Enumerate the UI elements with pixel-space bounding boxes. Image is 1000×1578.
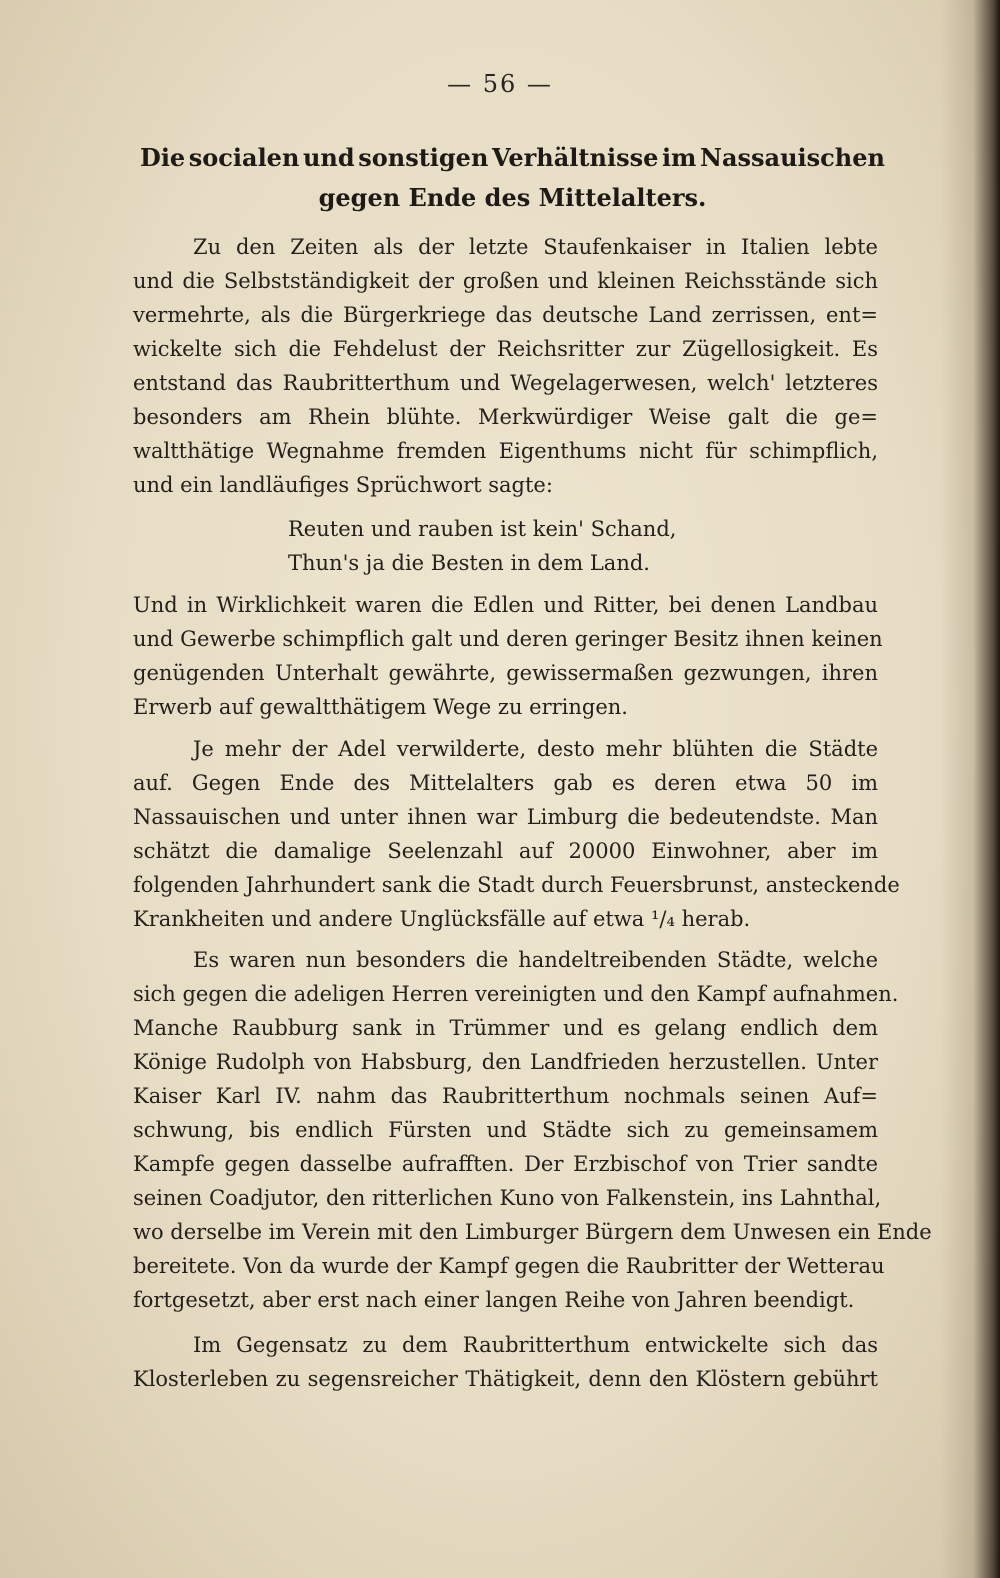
text-line: besonders am Rhein blühte. Merkwürdiger Weise galt die ge=	[133, 405, 878, 429]
text-line: seinen Coadjutor, den ritterlichen Kuno von Falkenstein, ins Lahnthal,	[133, 1186, 882, 1210]
text-line: Könige Rudolph von Habsburg, den Landfrieden herzustellen. Unter	[133, 1050, 878, 1074]
paragraph-2	[133, 732, 900, 936]
spine-shadow	[940, 0, 1000, 1578]
text-line: auf. Gegen Ende des Mittelalters gab es deren etwa 50 im	[133, 771, 878, 795]
text-line: fortgesetzt, aber erst nach einer langen Reihe von Jahren beendigt.	[133, 1288, 855, 1312]
text-line: bereitete. Von da wurde der Kampf gegen die Raubritter der Wetterau	[133, 1254, 885, 1278]
text-line: Und in Wirklichkeit waren die Edlen und Ritter, bei denen Landbau	[133, 593, 878, 617]
heading-word: Verhältnisse	[491, 143, 659, 172]
text-line: Erwerb auf gewaltthätigem Wege zu erringen.	[133, 695, 628, 719]
verse	[133, 512, 878, 580]
heading-word: socialen	[188, 143, 300, 172]
heading-word: Nassauischen	[700, 143, 885, 172]
text-line: genügenden Unterhalt gewährte, gewissermaßen gezwungen, ihren	[133, 661, 878, 685]
text-line: folgenden Jahrhundert sank die Stadt durch Feuersbrunst, ansteckende	[133, 873, 900, 897]
text-line: Klosterleben zu segensreicher Thätigkeit, denn den Klöstern gebührt	[133, 1367, 878, 1391]
paragraph-3	[133, 943, 932, 1317]
text-line: sich gegen die adeligen Herren vereinigten und den Kampf aufnahmen.	[133, 982, 899, 1006]
text-line: Im Gegensatz zu dem Raubritterthum entwickelte sich das	[193, 1333, 878, 1357]
heading-word: und	[302, 143, 355, 172]
heading-line-2: gegen Ende des Mittelalters.	[318, 183, 707, 212]
page-number: — 56 —	[447, 70, 553, 98]
text-line: waltthätige Wegnahme fremden Eigenthums nicht für schimpflich,	[133, 439, 878, 463]
text-line: Je mehr der Adel verwilderte, desto mehr blühten die Städte	[193, 737, 878, 761]
text-line: schwung, bis endlich Fürsten und Städte sich zu gemeinsamem	[133, 1118, 878, 1142]
text-line: schätzt die damalige Seelenzahl auf 20000 Einwohner, aber im	[133, 839, 878, 863]
heading-word: Die	[140, 143, 186, 172]
text-line: Krankheiten und andere Unglücksfälle auf etwa ¹/₄ herab.	[133, 907, 751, 931]
text-line: Zu den Zeiten als der letzte Staufenkaiser in Italien lebte	[193, 235, 878, 259]
heading-word: sonstigen	[358, 143, 489, 172]
text-line: Es waren nun besonders die handeltreibenden Städte, welche	[193, 948, 878, 972]
text-line: Manche Raubburg sank in Trümmer und es gelang endlich dem	[133, 1016, 878, 1040]
text-line: und Gewerbe schimpflich galt und deren geringer Besitz ihnen keinen	[133, 627, 883, 651]
heading-word: im	[661, 143, 697, 172]
chapter-heading	[140, 138, 885, 218]
paragraph-1	[133, 230, 878, 502]
paragraph-1-continued	[133, 588, 883, 724]
text-line: Kaiser Karl IV. nahm das Raubritterthum nochmals seinen Auf=	[133, 1084, 878, 1108]
text-line: wickelte sich die Fehdelust der Reichsritter zur Zügellosigkeit. Es	[133, 337, 878, 361]
text-line: und die Selbstständigkeit der großen und kleinen Reichsstände sich	[133, 269, 878, 293]
text-line: entstand das Raubritterthum und Wegelagerwesen, welch' letzteres	[133, 371, 878, 395]
text-line: Nassauischen und unter ihnen war Limburg die bedeutendste. Man	[133, 805, 878, 829]
text-line: Kampfe gegen dasselbe aufrafften. Der Erzbischof von Trier sandte	[133, 1152, 878, 1176]
paragraph-4	[133, 1328, 878, 1396]
text-line: und ein landläufiges Sprüchwort sagte:	[133, 473, 553, 497]
text-line: wo derselbe im Verein mit den Limburger Bürgern dem Unwesen ein Ende	[133, 1220, 932, 1244]
text-line: vermehrte, als die Bürgerkriege das deutsche Land zerrissen, ent=	[133, 303, 878, 327]
verse-line: Reuten und rauben ist kein' Schand,	[288, 517, 677, 541]
heading-line-1	[140, 138, 885, 178]
verse-line: Thun's ja die Besten in dem Land.	[288, 551, 650, 575]
